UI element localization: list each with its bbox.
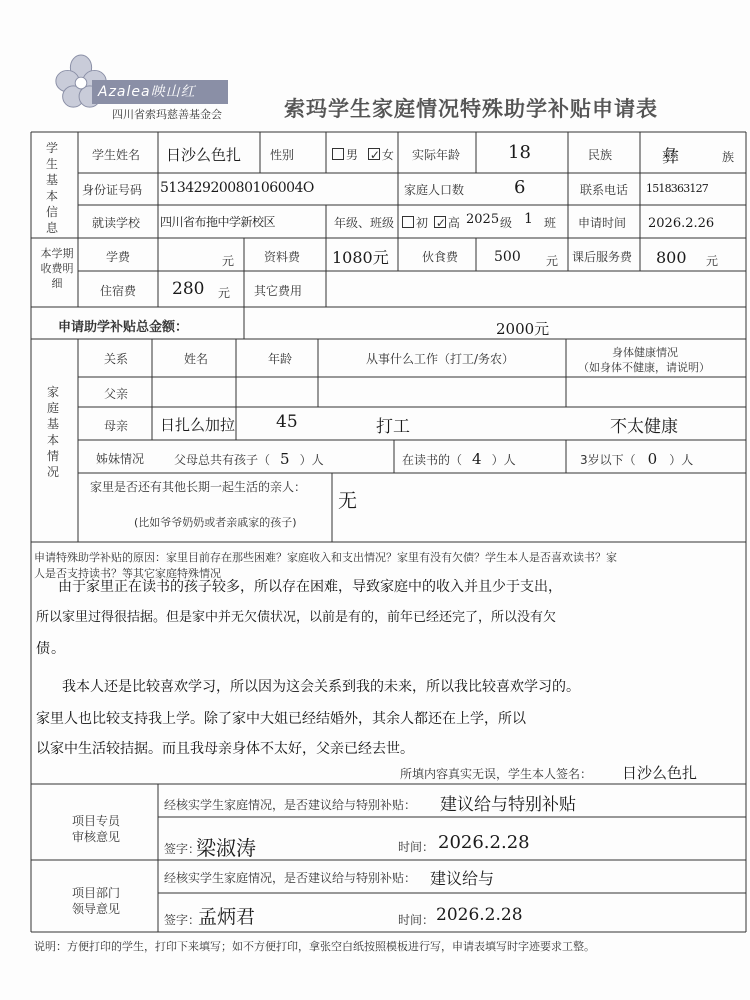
review2-label-line2: 领导意见: [72, 902, 121, 916]
siblings-label: 姊妹情况: [96, 452, 145, 466]
afterschool-label: 课后服务费: [572, 250, 633, 264]
foundation-name: 四川省索玛慈善基金会: [112, 108, 222, 121]
gender-male-label: 男: [346, 148, 359, 162]
total-value: 2000元: [496, 320, 550, 338]
mother-label: 母亲: [104, 419, 129, 433]
ethnicity-label: 民族: [588, 148, 613, 162]
form-title: 索玛学生家庭情况特殊助学补贴申请表: [284, 97, 658, 121]
under3-suffix: ）人: [669, 453, 694, 467]
lodging-label: 住宿费: [100, 284, 137, 298]
reason-para1-line1: 由于家里正在读书的孩子较多，所以存在困难，导致家庭中的收入并且少于支出，: [58, 579, 562, 595]
mother-name: 日扎么加拉: [160, 416, 236, 434]
review2-sign-label: 签字：: [164, 913, 201, 927]
review1-time-label: 时间：: [398, 840, 435, 854]
reason-prompt-line1: 申请特殊助学补贴的原因：家里目前存在那些困难？家庭收入和支出情况？家里有没有欠债？学生本人是否喜欢读书？家: [34, 551, 617, 564]
attest-label: 所填内容真实无误，学生本人签名：: [400, 767, 593, 781]
grade-year-suffix: 级: [500, 216, 513, 230]
col-health-note: （如身体不健康，请说明）: [578, 361, 710, 374]
other-fees-label: 其它费用: [254, 284, 303, 298]
class-value: 1: [524, 211, 533, 227]
logo-wordmark: Azalea映山红: [92, 80, 228, 104]
gender-options: [332, 146, 394, 163]
lodging-unit: 元: [218, 286, 231, 300]
mother-age: 45: [276, 412, 298, 432]
grade-junior-label: 初: [416, 216, 429, 230]
father-label: 父亲: [104, 387, 129, 401]
footer-note: 说明：方便打印的学生，打印下来填写；如不方便打印，拿张空白纸按照模板进行写，申请表填写时字迹要求工整。: [34, 940, 595, 953]
under3-value: 0: [647, 450, 658, 468]
age-value: 18: [508, 142, 531, 163]
children-count: [174, 450, 324, 468]
gender-female-mark: ✓: [369, 148, 380, 162]
gender-female-label: 女: [381, 148, 394, 162]
afterschool-value: 800: [656, 248, 687, 267]
studying-suffix: ）人: [491, 453, 516, 467]
name-label: 学生姓名: [92, 148, 141, 162]
children-label: 父母总共有孩子（: [174, 453, 271, 467]
school-value: 四川省布拖中学新校区: [160, 215, 276, 229]
review2-label-line1: 项目部门: [72, 886, 121, 900]
reason-para2-line1: 我本人还是比较喜欢学习，所以因为这会关系到我的未来，所以我比较喜欢学习的。: [62, 679, 580, 695]
children-value: 5: [280, 450, 290, 468]
grade-junior-checkbox[interactable]: [402, 216, 414, 228]
review1-signature: 梁淑涛: [196, 836, 256, 860]
other-relatives-note: (比如爷爷奶奶或者亲戚家的孩子): [134, 516, 297, 529]
apply-time-value: 2026.2.26: [648, 216, 715, 231]
reason-para1-line3: 债。: [36, 641, 66, 657]
review2-answer: 建议给与: [430, 869, 495, 888]
under3-count: [580, 450, 693, 468]
col-age: 年龄: [268, 352, 293, 366]
review2-question: 经核实学生家庭情况，是否建议给与特别补贴：: [164, 871, 417, 885]
family-count-value: 6: [514, 177, 526, 198]
gender-label: 性别: [270, 148, 295, 162]
col-relation: 关系: [104, 352, 129, 366]
grade-senior-label: 高: [447, 216, 460, 230]
col-health: 身体健康情况: [612, 346, 678, 359]
materials-value: 1080元: [332, 248, 389, 267]
other-relatives-value: 无: [338, 490, 358, 512]
studying-count: [402, 450, 516, 468]
food-label: 伙食费: [422, 250, 459, 264]
reason-para2-line3: 以家中生活较拮据。而且我母亲身体不太好，父亲已经去世。: [36, 741, 414, 757]
reason-para1-line2: 所以家里过得很拮据。但是家中并无欠债状况，以前是有的，前年已经还完了，所以没有欠: [36, 610, 557, 625]
review1-label-line2: 审核意见: [72, 830, 121, 844]
tuition-unit: 元: [222, 254, 235, 268]
ethnicity-suffix: 族: [722, 150, 735, 164]
phone-label: 联系电话: [580, 183, 629, 197]
review1-answer: 建议给与特别补贴: [440, 795, 576, 815]
total-label: 申请助学补贴总金额：: [58, 320, 189, 335]
reason-prompt-line2: 人是否支持读书？等其它家庭特殊情况: [34, 567, 221, 580]
reason-para2-line2: 家里人也比较支持我上学。除了家中大姐已经结婚外，其余人都还在上学，所以: [36, 711, 526, 727]
afterschool-unit: 元: [706, 254, 719, 268]
grade-options: [402, 214, 460, 231]
fees-section-label: 本学期收费明细: [40, 247, 74, 290]
name-value: 日沙么色扎: [166, 146, 242, 164]
review1-label-line1: 项目专员: [72, 814, 121, 828]
student-signature: 日沙么色扎: [622, 764, 698, 782]
studying-label: 在读书的（: [402, 453, 463, 467]
review1-time-value: 2026.2.28: [438, 832, 530, 853]
tuition-label: 学费: [106, 250, 131, 264]
lodging-value: 280: [172, 279, 205, 299]
school-label: 就读学校: [92, 216, 141, 230]
id-label: 身份证号码: [82, 183, 143, 197]
review1-sign-label: 签字：: [164, 842, 201, 856]
col-name: 姓名: [184, 352, 209, 366]
grade-label: 年级、班级: [334, 216, 395, 230]
food-unit: 元: [546, 254, 559, 268]
children-suffix: ）人: [299, 453, 324, 467]
col-work: 从事什么工作（打工/务农）: [366, 352, 515, 366]
grade-senior-mark: ✓: [435, 216, 446, 230]
class-suffix: 班: [544, 216, 557, 230]
review1-question: 经核实学生家庭情况，是否建议给与特别补贴：: [164, 798, 417, 812]
apply-time-label: 申请时间: [578, 216, 627, 230]
gender-male-checkbox[interactable]: [332, 148, 344, 160]
mother-work: 打工: [376, 417, 410, 437]
age-label: 实际年龄: [412, 148, 461, 162]
grade-year-value: 2025: [466, 212, 500, 227]
materials-label: 资料费: [264, 250, 301, 264]
mother-health: 不太健康: [610, 417, 678, 437]
ethnicity-value: 彝: [662, 147, 679, 167]
other-relatives-question: 家里是否还有其他长期一起生活的亲人：: [90, 480, 307, 494]
student-section-label: 学生基本信息: [45, 141, 58, 235]
family-section-label: 家庭基本情况: [46, 385, 59, 479]
phone-value: 1518363127: [646, 182, 708, 195]
review2-time-label: 时间：: [398, 913, 435, 927]
studying-value: 4: [472, 450, 482, 468]
id-value: 51342920080106004O: [160, 180, 314, 196]
food-value: 500: [494, 249, 521, 265]
under3-label: 3岁以下（: [580, 453, 636, 467]
review2-signature: 孟炳君: [198, 906, 256, 928]
family-count-label: 家庭人口数: [404, 183, 465, 197]
review2-time-value: 2026.2.28: [436, 905, 523, 925]
